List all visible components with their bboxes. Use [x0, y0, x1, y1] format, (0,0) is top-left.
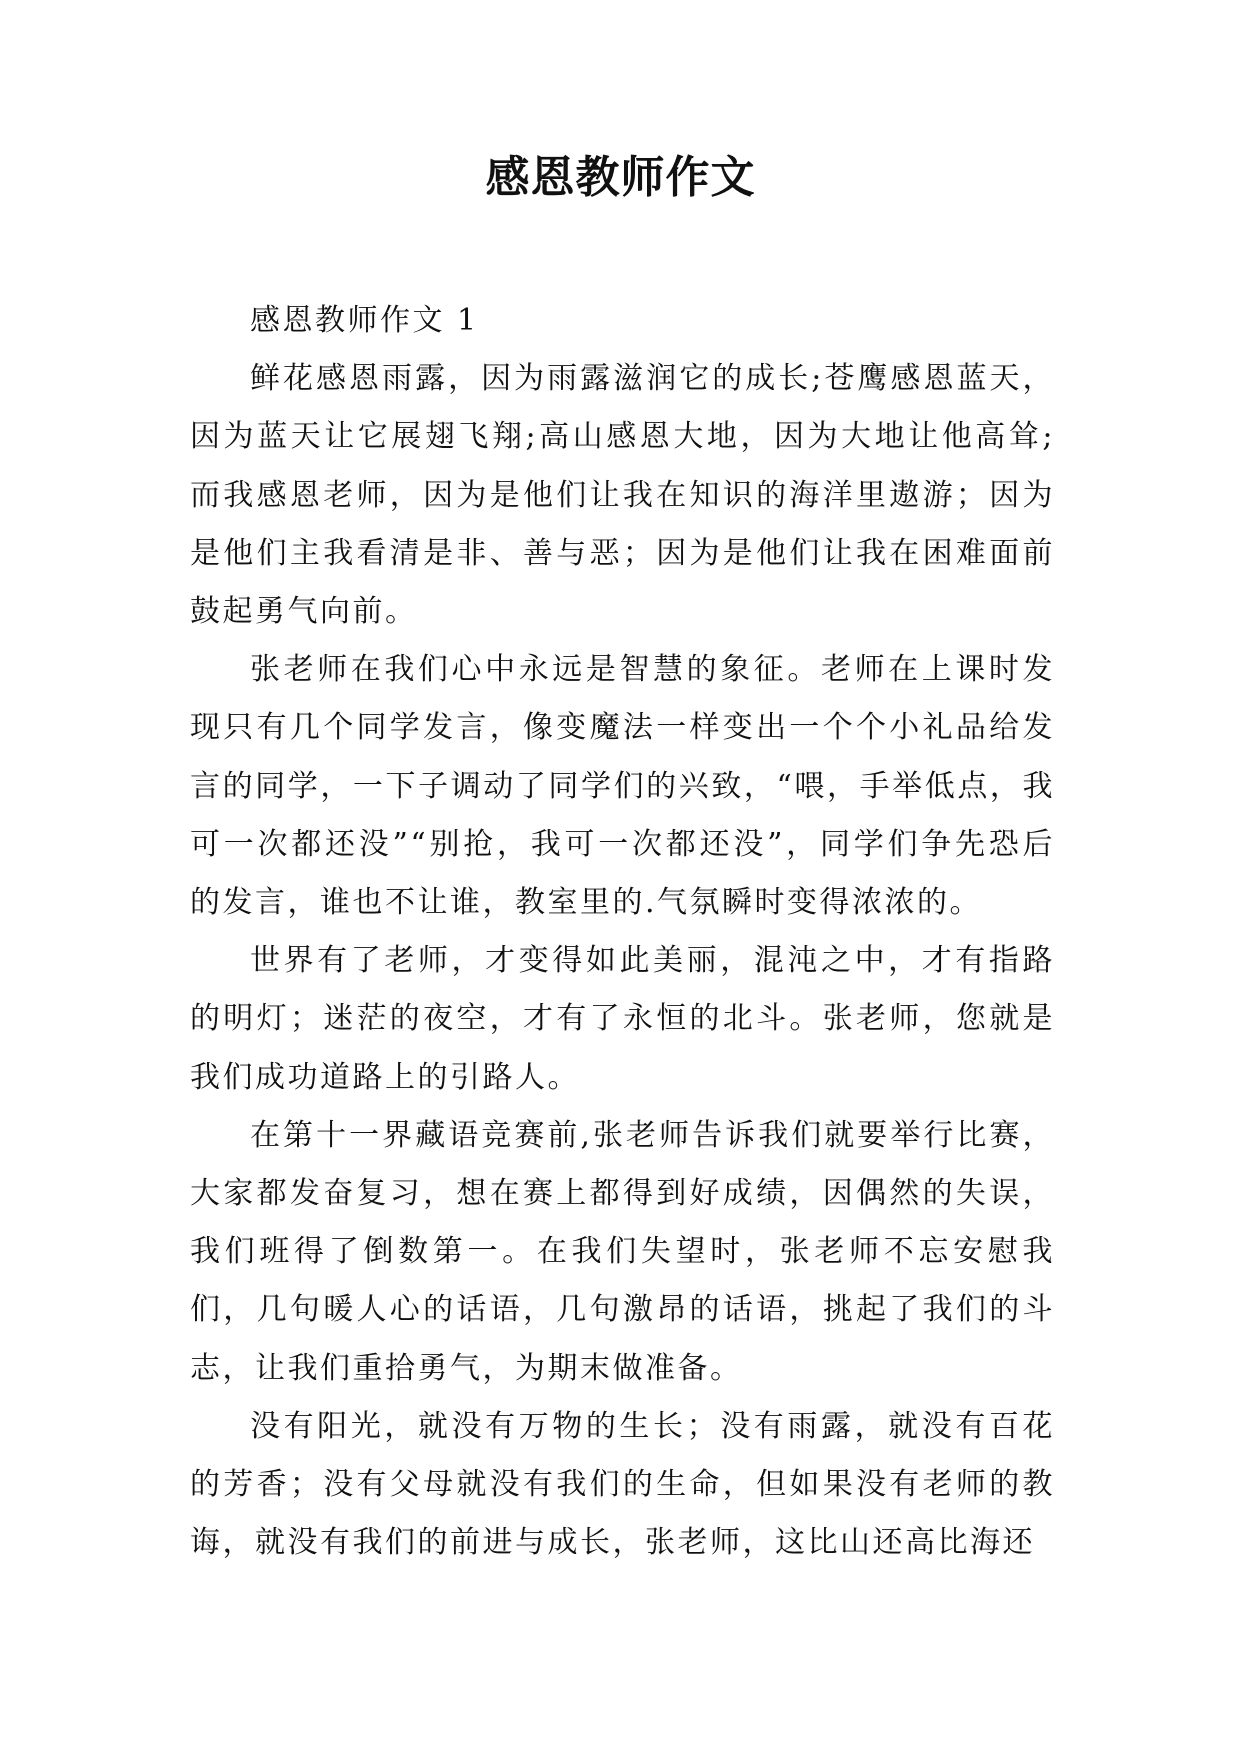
section-heading: 感恩教师作文 1: [250, 303, 479, 338]
document-title: 感恩教师作文: [485, 152, 756, 203]
document-body: [190, 292, 1055, 1572]
paragraph-3: 世界有了老师，才变得如此美丽，混沌之中，才有指路的明灯；迷茫的夜空，才有了永恒的北斗。张老师，您就是我们成功道路上的引路人。: [190, 943, 1055, 1095]
paragraph-4: 在第十一界藏语竞赛前,张老师告诉我们就要举行比赛，大家都发奋复习，想在赛上都得到好成绩，因偶然的失误，我们班得了倒数第一。在我们失望时，张老师不忘安慰我们，几句暖人心的话语，几句激昂的话语，挑起了我们的斗志，让我们重拾勇气，为期末做准备。: [190, 1117, 1055, 1386]
paragraph-2: 张老师在我们心中永远是智慧的象征。老师在上课时发现只有几个同学发言，像变魔法一样变出一个个小礼品给发言的同学，一下子调动了同学们的兴致，“喂，手举低点，我可一次都还没”“别抢，我可一次都还没”，同学们争先恐后的发言，谁也不让谁，教室里的.气氛瞬时变得浓浓的。: [190, 652, 1055, 921]
paragraph-5: 没有阳光，就没有万物的生长；没有雨露，就没有百花的芳香；没有父母就没有我们的生命，但如果没有老师的教诲，就没有我们的前进与成长，张老师，这比山还高比海还: [190, 1408, 1055, 1561]
paragraph-1: 鲜花感恩雨露，因为雨露滋润它的成长;苍鹰感恩蓝天，因为蓝天让它展翅飞翔;高山感恩大地，因为大地让他高耸;而我感恩老师，因为是他们让我在知识的海洋里遨游；因为是他们主我看清是非、善与恶；因为是他们让我在困难面前鼓起勇气向前。: [190, 361, 1055, 630]
